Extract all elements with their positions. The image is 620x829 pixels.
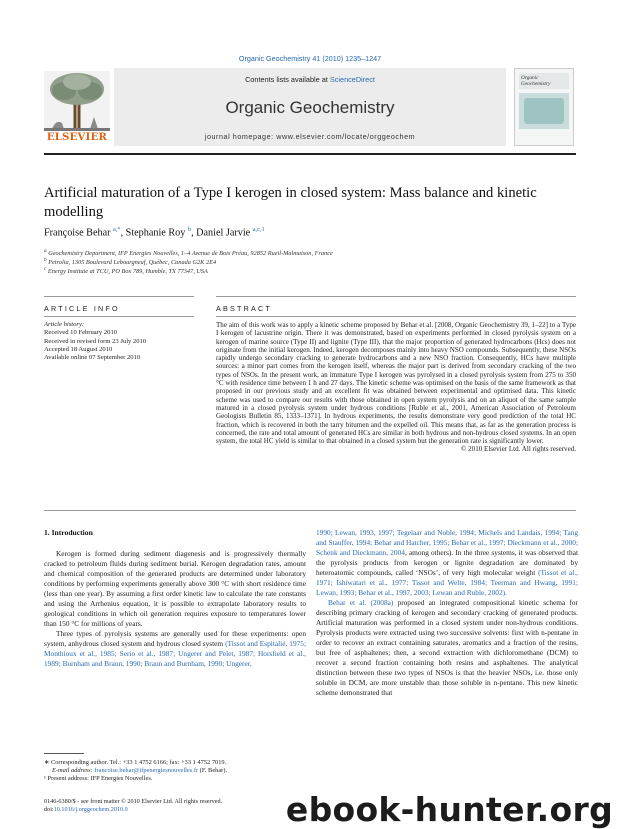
body-paragraph <box>316 598 578 698</box>
doi-prefix: doi: <box>44 806 54 814</box>
author-name: Françoise Behar <box>44 227 111 239</box>
abstract-rule <box>216 296 576 297</box>
cover-title: Organic Geochemistry <box>521 75 551 87</box>
affiliation <box>44 257 216 266</box>
body-paragraph: Kerogen is formed during sediment diagenesis and is progressively thermally cracked to petroleum fluids during sediment burial. Kerogen degradation rates, amount and chemical composition of the generated products are determined under laboratory conditions by performing experiments generally above 300 °C with short residence time (less than one year). By assuming a first order kinetic law to calculate the rate constants and using the Arrhenius equation, it is possible to extrapolate laboratory results to geological conditions in which oil generation requires exposure to temperatures lower than 150 °C for millions of years. <box>44 549 306 628</box>
contents-line <box>114 75 506 84</box>
email-note <box>44 767 306 775</box>
body-paragraph <box>44 629 306 669</box>
article-title: Artificial maturation of a Type I kerogen in closed system: Mass balance and kinetic modelling <box>44 185 537 220</box>
abstract-heading: ABSTRACT <box>216 304 272 313</box>
author-superscript[interactable]: a,* <box>113 226 121 233</box>
history-label: Article history: <box>44 321 85 328</box>
contents-prefix: Contents lists available at <box>245 75 330 84</box>
cover-image-detail <box>524 98 564 124</box>
journal-reference[interactable]: Organic Geochemistry 41 (2010) 1235–1247 <box>238 54 382 63</box>
affiliation-marker: b <box>44 257 47 263</box>
present-address-note: ¹ Present address: IFP Energies Nouvelles. <box>44 775 153 783</box>
journal-homepage-link[interactable]: journal homepage: www.elsevier.com/locate/orggeochem <box>204 132 416 141</box>
citation-link[interactable]: 1990; Lewan, 1993, 1997; Tegelaar and Noble, 1994; Michels and Landais, 1994; Tang and Stauffer, 1994; Behar and Hatcher, 1995; Behar et al., 1997; Dieckmann et al., 2000; Schenk and Dieckmann, 2004 <box>316 528 578 557</box>
footnotes <box>44 759 306 784</box>
author-superscript[interactable]: a,c,1 <box>252 226 265 233</box>
paragraph-text: proposed an integrated compositional kinetic schema for describing primary cracking of kerogen and secondary cracking of generated products. Artificial maturation was performed in a closed system under non-hydrous conditions. Pyrolysis products were extracted using two successive solvents: first with n-pentane in order to recover an extract containing saturates, aromatics and a fraction of the resins, but free of asphaltenes; then, a second extraction with dichloromethane (DCM) to recover a second fraction containing both resins and asphaltenes. The analytical distinction between these two types of NSOs is that the heavier NSOs, i.e. those only soluble in DCM, are more unstable than those soluble in n-pentane. This new kinetic scheme demonstrated that <box>316 598 578 697</box>
history-entry: Accepted 18 August 2010 <box>44 345 113 353</box>
affiliation <box>44 248 333 257</box>
doi-link[interactable]: 10.1016/j.orggeochem.2010.0 <box>53 806 128 814</box>
journal-masthead <box>44 66 576 152</box>
body-paragraph <box>316 528 578 598</box>
affiliation-marker: a <box>44 248 47 254</box>
corresponding-author-note: ∗ Corresponding author. Tel.: +33 1 4752 6166; fax: +33 1 4752 7019. <box>44 759 227 766</box>
email-label: E-mail address: <box>52 767 95 775</box>
history-entry: Received in revised form 23 July 2010 <box>44 337 147 345</box>
author-name: Stephanie Roy <box>125 227 186 239</box>
journal-title: Organic Geochemistry <box>225 98 395 117</box>
paragraph-text: , among others). In the three systems, it was observed that the pyrolysis products from kerogen or lignite degradation are dominated by heteroatomic compounds, called ‘NSOs’, of very high molecular weight <box>316 548 578 577</box>
abstract-text: The aim of this work was to apply a kinetic scheme proposed by Behar et al. [2008, Organic Geochemistry 39, 1–22] to a Type I kerogen of lacustrine origin. There it was demonstrated, based on experiments performed in closed pyrolysis system on a kerogen of marine source (Type II) and lignite (Type III), that the major proportion of generated hydrocarbons (Hcs) does not originate from the initial kerogen. Indeed, kerogen decomposes mainly into heavy NSO compounds. Subsequently, these NSOs rapidly undergo secondary cracking to generate hydrocarbons and a new NSO fraction. Consequently, HCs have multiple sources: a minor part comes from the kerogen itself, whereas the major part is derived from secondary cracking of the two types of NSOs. In the present work, an immature Type I kerogen was pyrolysed in a closed pyrolysis system from 275 to 350 °C with residence time between 1 h and 27 days. The kinetic scheme was optimised on the basis of the same framework as that proposed in our previous study and an excellent fit was obtained between experimental and optimised data. This kinetic scheme was used to compare our results with those obtained in open system pyrolysis and on an aliquot of the same sample matured in a closed pyrolysis system under hydrous conditions [Ruble et al., 2001, American Association of Petroleum Geologists Bulletin 85, 1333–1371]. In hydrous experiments, the results demonstrate very good prediction of the total HC fraction, which is recovered in both the tarry bitumen and the expelled oil. This means that, as far as the generation process is concerned, the rate and total amount of generated HCs are similar in both hydrous and non-hydrous closed systems. In an open system, the total HC yield is similar to that obtained in a closed system but the generation rate is significantly lower. <box>216 321 576 446</box>
history-entry: Received 10 February 2010 <box>44 329 118 337</box>
issn-line: 0146-6380/$ - see front matter © 2010 Elsevier Ltd. All rights reserved. <box>44 798 223 805</box>
sciencedirect-link[interactable]: ScienceDirect <box>329 75 375 84</box>
paragraph-text: Three types of pyrolysis systems are generally used for these experiments: open system, anhydrous closed system and hydrous closed system <box>44 629 306 648</box>
header-rule <box>44 153 576 155</box>
author-separator: , <box>191 227 197 239</box>
history-entry: Available online 07 September 2010 <box>44 354 141 362</box>
affiliation-text: Geochemistry Department, IFP Energies Nouvelles, 1–4 Avenue de Bois Préau, 92852 Rueil-Malmaison, France <box>48 250 333 258</box>
abstract-rule <box>216 316 576 317</box>
journal-cover-thumbnail <box>514 68 574 146</box>
publisher-wordmark: ELSEVIER <box>46 132 108 143</box>
article-info-rule <box>44 316 194 317</box>
author-separator: , <box>120 227 126 239</box>
citation-link[interactable]: Behar et al. (2008a) <box>328 598 394 607</box>
author-superscript[interactable]: b <box>187 226 192 233</box>
abstract-copyright: © 2010 Elsevier Ltd. All rights reserved. <box>461 445 576 454</box>
affiliation-text: Petrolia, 1305 Boulevard Lebourgneuf, Québec, Canada G2K 2E4 <box>48 259 217 267</box>
body-column-left <box>44 549 306 669</box>
citation-link[interactable]: (Tissot and Espitalié, 1975; Monthioux et al., 1985; Serio et al., 1987; Ungerer and Pelet, 1987; Horsfield et al., 1989; Burnham and Braun, 1990; Braun and Burnham, 1990; Ungerer, <box>44 639 306 668</box>
article-info-heading: ARTICLE INFO <box>44 304 120 313</box>
affiliation-text: Energy Institute at TCU, PO Box 789, Humble, TX 77347, USA <box>47 268 208 276</box>
affiliation <box>44 266 208 275</box>
email-suffix: (F. Behar). <box>198 767 228 775</box>
body-column-right <box>316 528 578 698</box>
author-list <box>44 226 265 238</box>
journal-header-band <box>114 68 506 146</box>
abstract-body <box>216 321 576 454</box>
citation-link[interactable]: (Tissot et al., 1971; Ishiwatari et al., 1977; Tissot and Welte, 1984; Teerman and Hwang, 1991; Lewan, 1993; Behar et al., 1997, 2003; Lewan and Ruble, 2002). <box>316 568 578 597</box>
article-info-rule <box>44 296 194 297</box>
footnote-rule <box>44 753 84 754</box>
author-name: Daniel Jarvie <box>196 227 251 239</box>
email-link[interactable]: francoise.behar@ifpenergiesnouvelles.fr <box>94 767 199 775</box>
section-rule <box>44 510 576 511</box>
watermark: ebook-hunter.org <box>285 790 613 829</box>
affiliation-marker: c <box>44 266 47 272</box>
article-history <box>44 321 194 362</box>
introduction-heading: 1. Introduction <box>44 528 93 537</box>
